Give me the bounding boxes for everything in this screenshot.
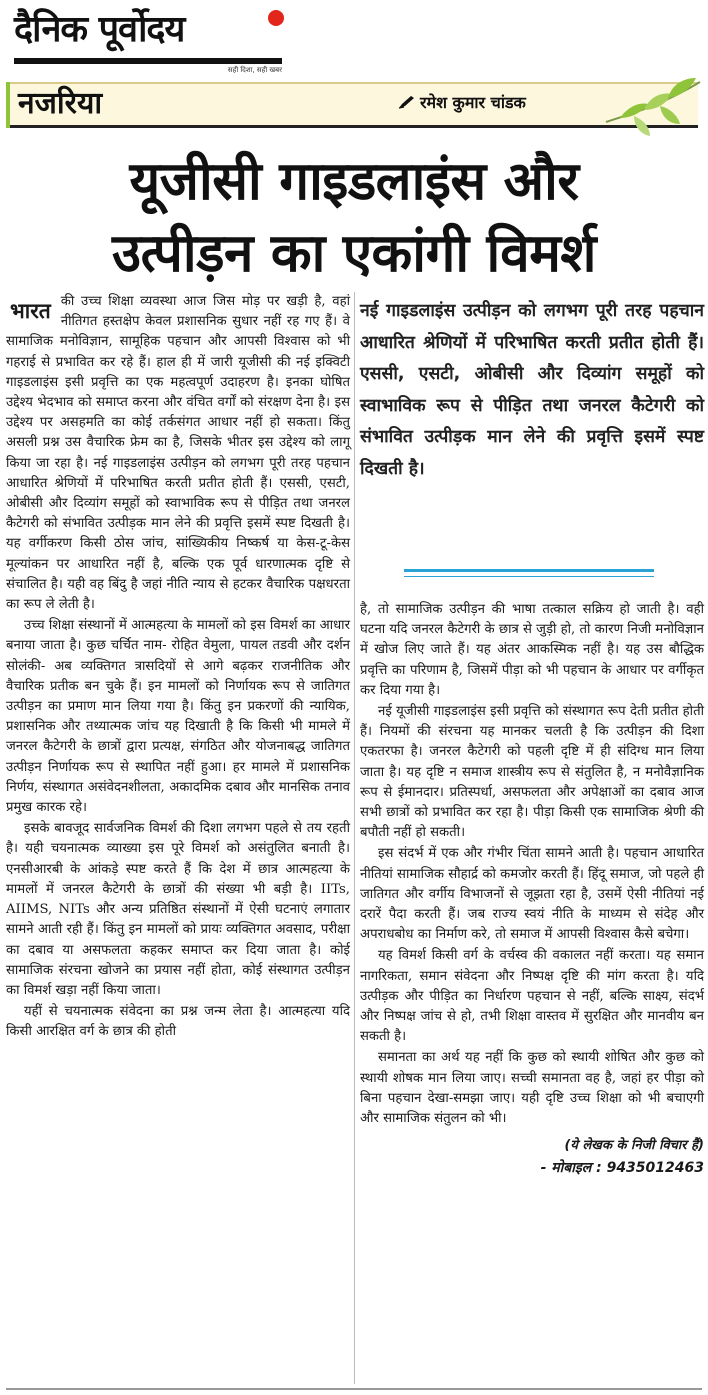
article-paragraph: उच्च शिक्षा संस्थानों में आत्महत्या के मामलों को इस विमर्श का आधार बनाया जाता है। कुछ चर्चित नाम- रोहित वेमुला, पायल तडवी और दर्शन सोलंकी- अब व्यक्तिगत त्रासदियों से आगे बढ़कर राजनीतिक और वैचारिक प्रतीक बन चुके हैं। इन मामलों को निर्णायक रूप से जातिगत उत्पीड़न का प्रमाण मान लिया गया है। किंतु इन प्रकरणों की न्यायिक, प्रशासनिक और तथ्यात्मक जांच यह दिखाती है कि किसी भी मामले में जनरल कैटेगरी के छात्रों द्वारा प्रत्यक्ष, संगठित और योजनाबद्ध जातिगत उत्पीड़न निर्णायक रूप से स्थापित नहीं हुआ। हर मामले में प्रशासनिक निर्णय, संस्थागत असंवेदनशीलता, अकादमिक दबाव और मानसिक तनाव प्रमुख कारक रहे।: [6, 618, 350, 816]
dropcap-word: भारत: [10, 299, 51, 323]
logo-tagline: सही दिशा, सही खबर: [227, 66, 282, 74]
article-paragraph: यह विमर्श किसी वर्ग के वर्चस्व की वकालत नहीं करता। यह समान नागरिकता, समान संवेदना और निष्पक्ष दृष्टि की मांग करता है। यदि उत्पीड़क और पीड़ित का निर्धारण पहचान से नहीं, बल्कि साक्ष्य, संदर्भ और निष्पक्ष जांच से हो, तभी शिक्षा वास्तव में सुरक्षित और मानवीय बन सकती है।: [360, 948, 704, 1045]
article-left-column: [6, 292, 350, 1043]
author-disclaimer: (ये लेखक के निजी विचार हैं): [564, 1138, 704, 1154]
article-paragraph: है, तो सामाजिक उत्पीड़न की भाषा तत्काल सक्रिय हो जाती है। वही घटना यदि जनरल कैटेगरी के छात्र से जुड़ी हो, तो कारण निजी मनोविज्ञान में खोज लिए जाते हैं। यह अंतर आकस्मिक नहीं है। यह उस बौद्धिक प्रवृत्ति का परिणाम है, जिसमें पीड़ा को भी पहचान के आधार पर वर्गीकृत कर दिया गया है।: [360, 602, 704, 698]
headline-line-2: उत्पीड़न का एकांगी विमर्श: [112, 223, 596, 284]
headline: [0, 146, 708, 290]
pull-quote-rule-thin: [404, 576, 654, 577]
article-right-column: [360, 600, 704, 1179]
logo-title: दैनिक पूर्वोदय: [14, 9, 185, 50]
author-byline: [398, 88, 526, 118]
headline-line-1: यूजीसी गाइडलाइंस और: [129, 151, 579, 212]
pen-icon: [398, 95, 416, 109]
section-title: नजरिया: [18, 86, 103, 121]
article-paragraph: यहीं से चयनात्मक संवेदना का प्रश्न जन्म लेता है। आत्महत्या यदि किसी आरक्षित वर्ग के छात्र की होती: [6, 1004, 350, 1040]
leaf-decoration-icon: [600, 62, 704, 142]
article-paragraph: [6, 292, 350, 615]
author-name: रमेश कुमार चांडक: [420, 93, 526, 112]
article-paragraph: नई यूजीसी गाइडलाइंस इसी प्रवृत्ति को संस्थागत रूप देती प्रतीत होती हैं। नियमों की संरचना यह मानकर चलती है कि उत्पीड़न की दिशा एकतरफा है। जनरल कैटेगरी को पहली दृष्टि में ही संदिग्ध मान लिया जाता है। यह दृष्टि न समाज शास्त्रीय रूप से संतुलित है, न मनोवैज्ञानिक रूप से ईमानदार। प्रतिस्पर्धा, असफलता और अपेक्षाओं का दबाव आज सभी छात्रों को प्रभावित कर रहा है। पीड़ा किसी एक सामाजिक श्रेणी की बपौती नहीं हो सकती।: [360, 704, 704, 841]
section-band: [6, 82, 698, 128]
paragraph-text: की उच्च शिक्षा व्यवस्था आज जिस मोड़ पर खड़ी है, वहां नीतिगत हस्तक्षेप केवल प्रशासनिक सुधार नहीं रह गए हैं। वे सामाजिक मनोविज्ञान, सामूहिक पहचान और आपसी विश्वास को भी गहराई से प्रभावित कर रहे हैं। हाल ही में जारी यूजीसी की नई इक्विटी गाइडलाइंस इसी प्रवृत्ति का एक महत्वपूर्ण उदाहरण है। इनका घोषित उद्देश्य भेदभाव को समाप्त करना और वंचित वर्गों को संरक्षण देना है। इस उद्देश्य पर असहमति का कोई तर्कसंगत आधार नहीं हो सकता। किंतु असली प्रश्न उस वैचारिक फ्रेम का है, जिसके भीतर इस उद्देश्य को लागू किया जा रहा है। नई गाइडलाइंस उत्पीड़न को लगभग पूरी तरह पहचान आधारित श्रेणियों में परिभाषित करती प्रतीत होती हैं। एससी, एसटी, ओबीसी और दिव्यांग समूहों को स्वाभाविक रूप से पीड़ित तथा जनरल कैटेगरी को संभावित उत्पीड़क मान लेने की प्रवृत्ति इसमें स्पष्ट दिखती है। यह वर्गीकरण किसी ठोस जांच, सांख्यिकीय निष्कर्ष या केस-टू-केस मूल्यांकन पर आधारित नहीं है, बल्कि एक पूर्व धारणात्मक दृष्टि से संचालित है। यही वह बिंदु है जहां नीति न्याय से हटकर वैचारिक पक्षधरता का रूप ले लेती है।: [6, 294, 350, 613]
author-mobile: - मोबाइल : 9435012463: [540, 1160, 704, 1177]
article-paragraph: इसके बावजूद सार्वजनिक विमर्श की दिशा लगभग पहले से तय रहती है। यही चयनात्मक व्याख्या इस पूरे विमर्श को असंतुलित बनाती है। एनसीआरबी के आंकड़े स्पष्ट करते हैं कि देश में छात्र आत्महत्या के मामलों में जनरल कैटेगरी के छात्रों की संख्या भी बड़ी है। IITs, AIIMS, NITs और अन्य प्रतिष्ठित संस्थानों में ऐसी घटनाएं लगातार सामने आती रही हैं। किंतु इन मामलों को प्रायः व्यक्तिगत अवसाद, परीक्षा का दबाव या असफलता कहकर समाप्त कर दिया जाता है। कोई सामाजिक संरचना खोजने का प्रयास नहीं होता, कोई संस्थागत उत्पीड़न का विमर्श खड़ा नहीं किया जाता।: [6, 821, 350, 998]
section-band-accent: [6, 82, 10, 128]
column-divider: [354, 292, 355, 1384]
bottom-rule: [6, 1388, 702, 1390]
article-paragraph: इस संदर्भ में एक और गंभीर चिंता सामने आती है। पहचान आधारित नीतियां सामाजिक सौहार्द्र को कमजोर करती हैं। हिंदू समाज, जो पहले ही जातिगत और वर्गीय विभाजनों से जूझता रहा है, उसमें ऐसी नीतियां नई दरारें पैदा करती हैं। जब राज्य स्वयं नीति के माध्यम से संदेह और अपराधबोध का निर्माण करे, तो समाज में आपसी विश्वास कैसे बचेगा।: [360, 846, 704, 943]
pull-quote: नई गाइडलाइंस उत्पीड़न को लगभग पूरी तरह पहचान आधारित श्रेणियों में परिभाषित करती प्रतीत होती हैं। एससी, एसटी, ओबीसी और दिव्यांग समूहों को स्वाभाविक रूप से पीड़ित तथा जनरल कैटेगरी को संभावित उत्पीड़क मान लेने की प्रवृत्ति इसमें स्पष्ट दिखती है।: [360, 301, 704, 479]
pull-quote-rule: [404, 569, 654, 572]
article-paragraph: समानता का अर्थ यह नहीं कि कुछ को स्थायी शोषित और कुछ को स्थायी शोषक मान लिया जाए। सच्ची समानता वह है, जहां हर पीड़ा को बिना पहचान देखा-समझा जाए। यही दृष्टि उच्च शिक्षा को भी बचाएगी और सामाजिक संतुलन को भी।: [360, 1050, 704, 1127]
logo-underline: [14, 58, 282, 64]
newspaper-logo[interactable]: [14, 6, 286, 74]
logo-dot-icon: [268, 10, 284, 26]
